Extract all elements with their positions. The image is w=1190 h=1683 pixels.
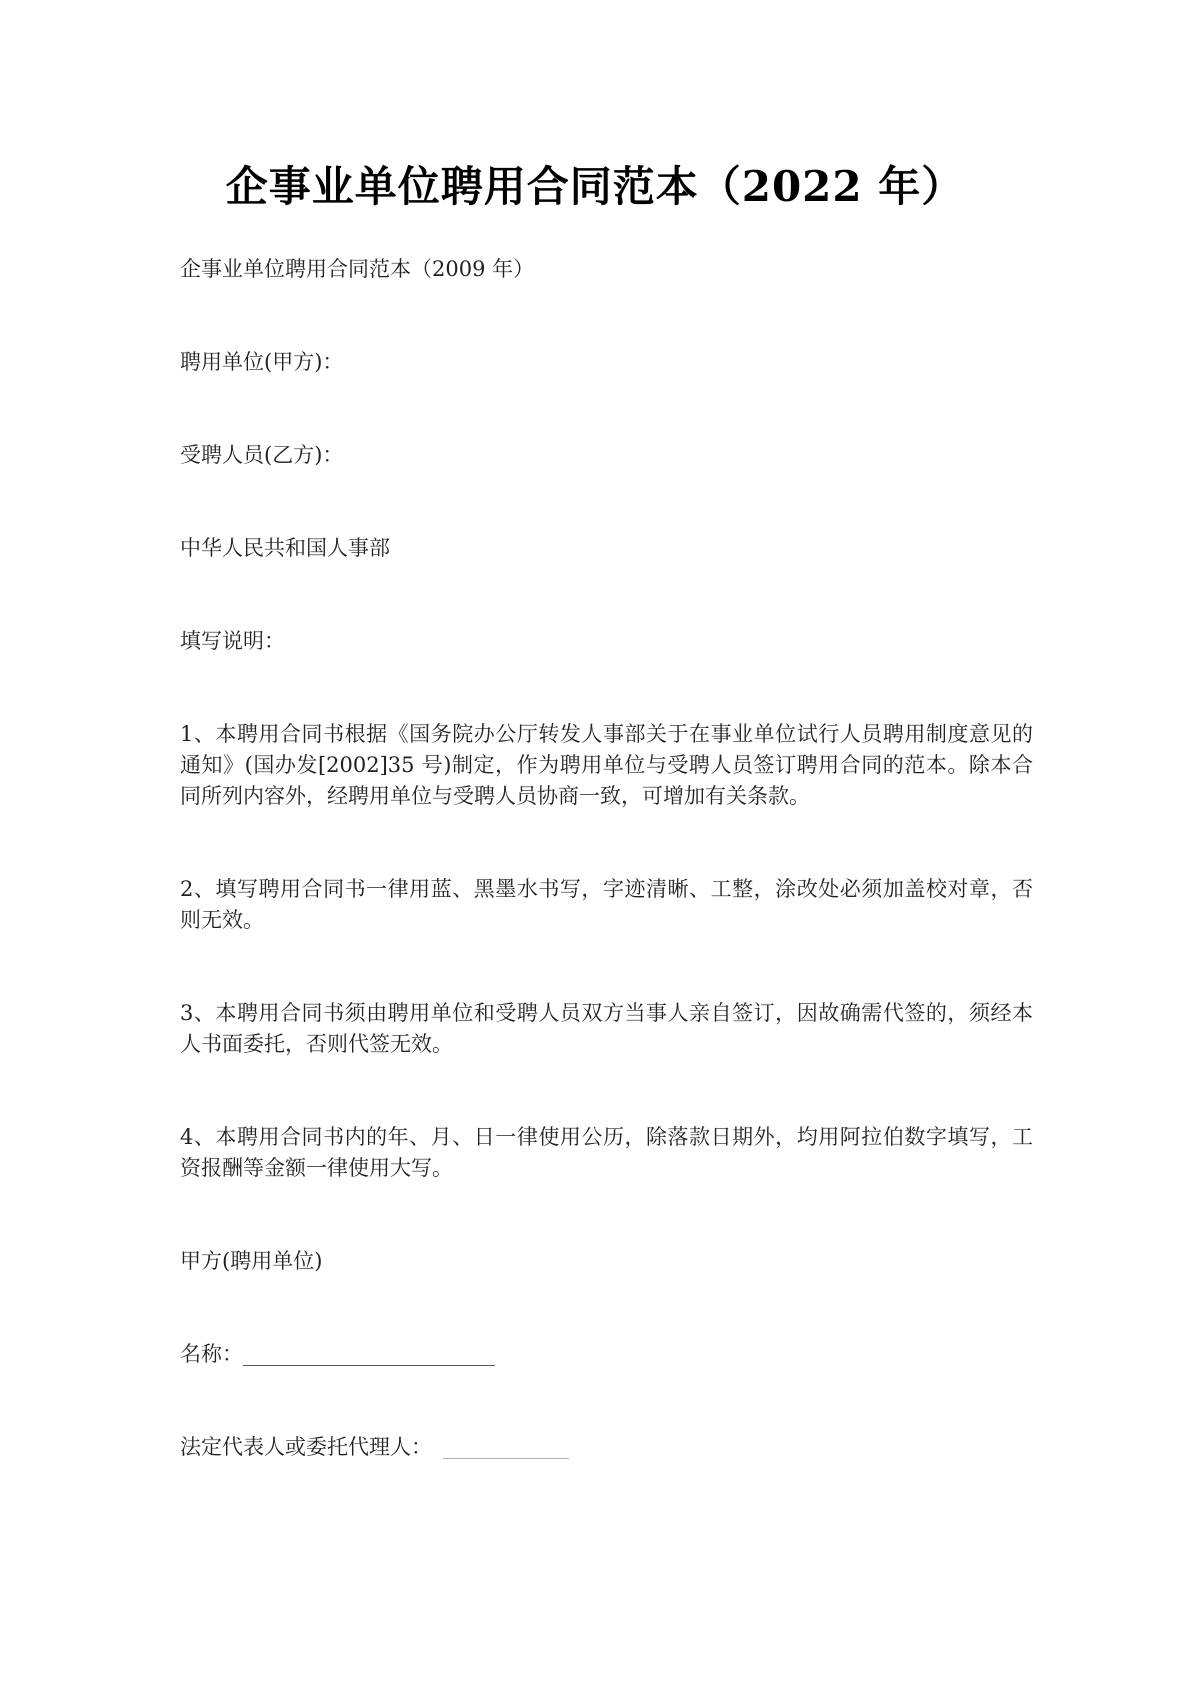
document-body	[180, 254, 1033, 1463]
instruction-item-1: 1、本聘用合同书根据《国务院办公厅转发人事部关于在事业单位试行人员聘用制度意见的通知》(国办发[2002]35 号)制定，作为聘用单位与受聘人员签订聘用合同的范本。除本合同所列内容外，经聘用单位与受聘人员协商一致，可增加有关条款。	[180, 722, 1033, 808]
party-a-heading: 甲方(聘用单位)	[180, 1249, 323, 1273]
representative-field-line	[180, 1432, 1033, 1463]
employee-party-label: 受聘人员(乙方)：	[180, 443, 344, 467]
document-subtitle: 企事业单位聘用合同范本（2009 年）	[180, 257, 535, 281]
name-field-line	[180, 1339, 1033, 1370]
instructions-heading: 填写说明：	[180, 629, 285, 653]
instruction-item-3: 3、本聘用合同书须由聘用单位和受聘人员双方当事人亲自签订，因故确需代签的，须经本人书面委托，否则代签无效。	[180, 1001, 1033, 1056]
instruction-item-4: 4、本聘用合同书内的年、月、日一律使用公历，除落款日期外，均用阿拉伯数字填写，工资报酬等金额一律使用大写。	[180, 1125, 1033, 1180]
instruction-item-2: 2、填写聘用合同书一律用蓝、黑墨水书写，字迹清晰、工整，涂改处必须加盖校对章，否则无效。	[180, 877, 1033, 932]
document-title: 企事业单位聘用合同范本（2022 年）	[225, 162, 965, 211]
representative-field-label: 法定代表人或委托代理人：	[180, 1435, 432, 1459]
name-field-label: 名称：	[180, 1342, 243, 1366]
employer-party-label: 聘用单位(甲方)：	[180, 350, 344, 374]
issuing-authority: 中华人民共和国人事部	[180, 536, 390, 560]
representative-blank-line: ____________	[443, 1435, 569, 1459]
name-blank-line: ________________________	[243, 1342, 495, 1366]
